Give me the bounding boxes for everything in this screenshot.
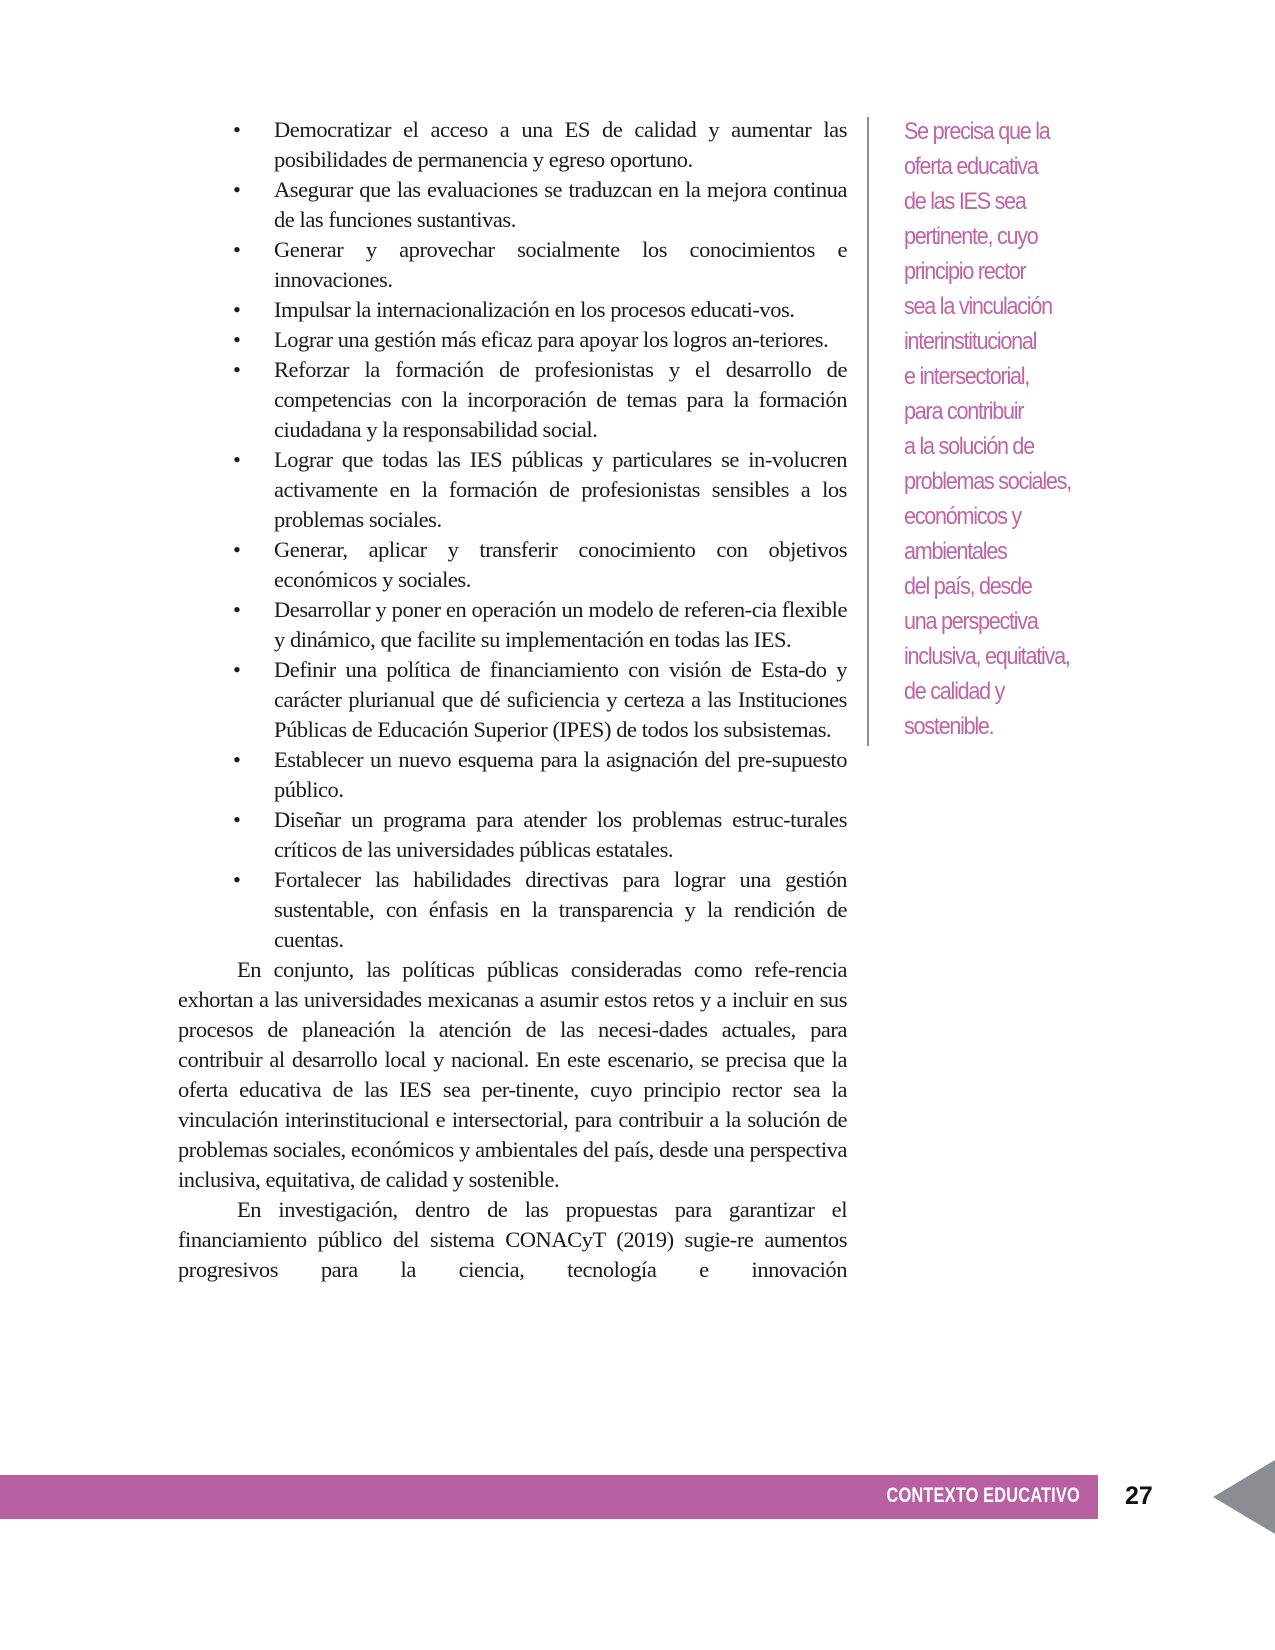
list-item: • Diseñar un programa para atender los problemas estruc-turales críticos de las universidades públicas estatales. — [233, 807, 847, 862]
bullet-icon: • — [233, 807, 241, 832]
bullet-icon: • — [233, 747, 241, 772]
pull-quote — [904, 114, 1084, 744]
list-item: • Fortalecer las habilidades directivas para lograr una gestión sustentable, con énfasis en la transparencia y la rendición de cuentas. — [233, 867, 847, 952]
bullet-icon: • — [233, 237, 241, 262]
list-item: • Asegurar que las evaluaciones se traduzcan en la mejora continua de las funciones sustantivas. — [233, 177, 847, 232]
list-item: • Generar y aprovechar socialmente los conocimientos e innovaciones. — [233, 237, 847, 292]
list-item: • Generar, aplicar y transferir conocimiento con objetivos económicos y sociales. — [233, 537, 847, 592]
main-text-column — [178, 115, 847, 1285]
section-label: CONTEXTO EDUCATIVO — [886, 1484, 1080, 1507]
list-item: • Definir una política de financiamiento con visión de Esta-do y carácter plurianual que dé suficiencia y certeza a las Instituciones Públicas de Educación Superior (IPES) de todos los subsistemas. — [233, 657, 847, 742]
bullet-icon: • — [233, 177, 241, 202]
page-number: 27 — [1125, 1482, 1153, 1510]
pull-quote-line: e intersectorial, — [904, 363, 1030, 390]
pull-quote-line: sea la vinculación — [904, 293, 1052, 320]
pull-quote-line: del país, desde — [904, 573, 1032, 600]
list-item: • Lograr que todas las IES públicas y particulares se in-volucren activamente en la formación de profesionistas sensibles a los problemas sociales. — [233, 447, 847, 532]
pull-quote-line: sostenible. — [904, 713, 994, 740]
bullet-icon: • — [233, 117, 241, 142]
pull-quote-line: de las IES sea — [904, 188, 1026, 215]
bullet-icon: • — [233, 867, 241, 892]
list-item: • Establecer un nuevo esquema para la asignación del pre-supuesto público. — [233, 747, 847, 802]
pull-quote-line: problemas sociales, — [904, 468, 1071, 495]
pull-quote-line: una perspectiva — [904, 608, 1038, 635]
pull-quote-line: interinstitucional — [904, 328, 1037, 355]
pull-quote-line: Se precisa que la — [904, 118, 1050, 145]
bullet-icon: • — [233, 447, 241, 472]
list-item: • Desarrollar y poner en operación un modelo de referen-cia flexible y dinámico, que facilite su implementación en todas las IES. — [233, 597, 847, 652]
page-turn-triangle-icon — [1213, 1460, 1275, 1534]
bullet-icon: • — [233, 297, 241, 322]
bullet-icon: • — [233, 657, 241, 682]
pull-quote-line: económicos y — [904, 503, 1021, 530]
objectives-list — [178, 115, 847, 955]
bullet-icon: • — [233, 357, 241, 382]
pull-quote-line: ambientales — [904, 538, 1007, 565]
pull-quote-line: inclusiva, equitativa, — [904, 643, 1070, 670]
bullet-icon: • — [233, 537, 241, 562]
body-paragraph: En investigación, dentro de las propuestas para garantizar el financiamiento público del sistema CONACyT (2019) sugie-re aumentos progresivos para la ciencia, tecnología e innovación — [178, 1197, 847, 1282]
sidebar-divider — [867, 117, 869, 746]
pull-quote-line: a la solución de — [904, 433, 1034, 460]
pull-quote-line: de calidad y — [904, 678, 1005, 705]
list-item: • Impulsar la internacionalización en los procesos educati-vos. — [178, 295, 847, 325]
pull-quote-line: oferta educativa — [904, 153, 1038, 180]
pull-quote-line: pertinente, cuyo — [904, 223, 1038, 250]
pull-quote-line: para contribuir — [904, 398, 1024, 425]
bullet-icon: • — [233, 597, 241, 622]
body-paragraph: En conjunto, las políticas públicas consideradas como refe-rencia exhortan a las universidades mexicanas a asumir estos retos y a incluir en sus procesos de planeación la atención de las necesi-dades actuales, para contribuir al desarrollo local y nacional. En este escenario, se precisa que la oferta educativa de las IES sea per-tinente, cuyo principio rector sea la vinculación interinstitucional e intersectorial, para contribuir a la solución de problemas sociales, económicos y ambientales del país, desde una perspectiva inclusiva, equitativa, de calidad y sostenible. — [178, 957, 847, 1192]
list-item: • Reforzar la formación de profesionistas y el desarrollo de competencias con la incorporación de temas para la formación ciudadana y la responsabilidad social. — [233, 357, 847, 442]
bullet-icon: • — [233, 327, 241, 352]
footer-bar — [0, 1475, 1098, 1519]
list-item: • Lograr una gestión más eficaz para apoyar los logros an-teriores. — [178, 325, 847, 355]
pull-quote-line: principio rector — [904, 258, 1026, 285]
list-item: • Democratizar el acceso a una ES de calidad y aumentar las posibilidades de permanencia y egreso oportuno. — [233, 117, 847, 172]
